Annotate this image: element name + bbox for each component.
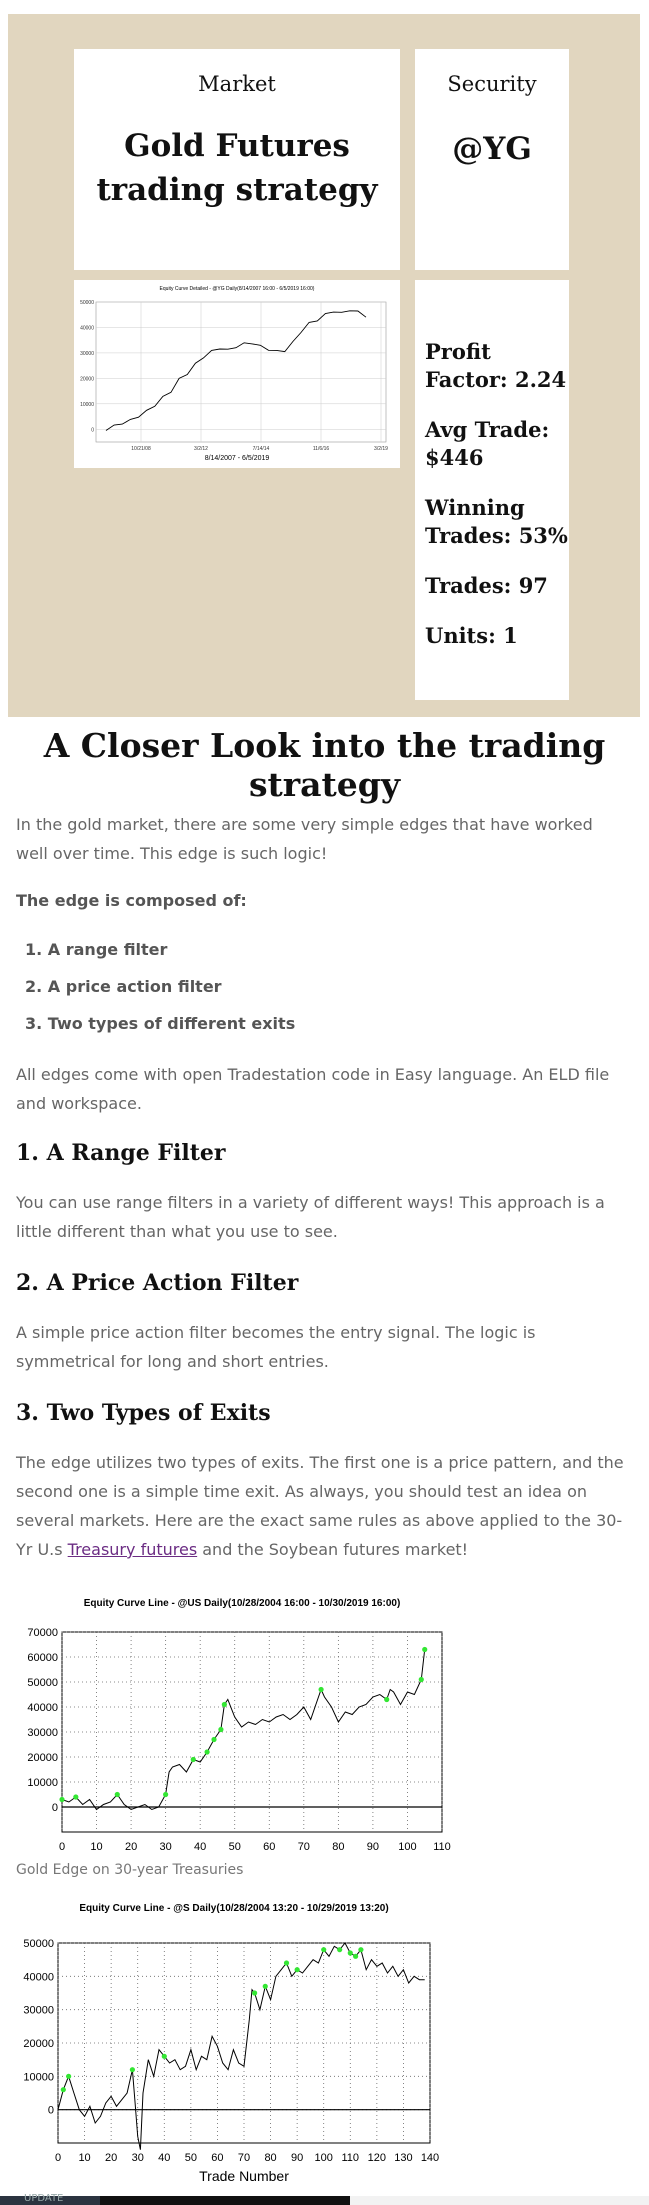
treasury-chart-caption: Gold Edge on 30-year Treasuries [16,1862,244,1878]
x-tick-label: 50 [228,1841,241,1853]
new-high-point [162,2054,167,2059]
mini-plot-area [96,302,386,442]
x-tick-label: 100 [398,1841,417,1853]
edge-item-label: A range filter [47,940,168,959]
y-tick-label: 30000 [23,2004,54,2017]
x-tick-label: 50 [184,2152,197,2164]
edge-item-1: 1. A range filter [25,940,168,959]
x-tick-label: 10 [78,2152,91,2164]
y-tick-label: 60000 [27,1652,58,1664]
treasury-futures-link[interactable]: Treasury futures [67,1540,198,1559]
exits-text-a: The edge utilizes two types of exits. The first one is a price pattern, and the second one is a simple time exit. As always, you should test an idea on several markets. Here are the exact same rules as above applied to the 30-Yr U.s [16,1453,624,1559]
mini-equity-chart [74,280,400,468]
new-high-point [422,1647,427,1652]
new-high-point [318,1687,323,1692]
x-tick-label: 0 [54,2152,62,2164]
x-tick-label: 80 [264,2152,277,2164]
new-high-point [191,1757,196,1762]
bottom-bar-label: UPDATE [24,2193,64,2204]
section-price-action-heading: 2. A Price Action Filter [16,1270,299,1296]
x-tick-label: 110 [341,2152,360,2164]
article-heading: A Closer Look into the trading strategy [43,726,606,804]
new-high-point [73,1794,78,1799]
stat-profit-factor: Profit Factor: 2.24 [425,339,567,392]
intro-text: In the gold market, there are some very simple edges that have worked well over time. This edge is such logic! [16,815,593,863]
y-tick-label: 0 [47,2104,54,2117]
chart-title: Equity Curve Line - @US Daily(10/28/2004 16:00 - 10/30/2019 16:00) [83,1598,401,1609]
y-tick-label: 10000 [23,2071,54,2084]
hero-panel [8,14,640,717]
x-tick-label: 20 [124,1841,138,1853]
market-label: Market [198,72,276,96]
new-high-point [419,1677,424,1682]
stat-avg-trade: Avg Trade: $446 [425,417,550,470]
new-high-point [61,2087,66,2092]
y-tick-label: 30000 [27,1727,58,1739]
y-tick-label: 50000 [23,1938,54,1950]
bottom-bar-middle [100,2196,350,2205]
mini-y-tick-label: 0 [91,427,94,434]
x-tick-label: 90 [366,1841,380,1853]
x-tick-label: 100 [314,2152,333,2164]
new-high-point [204,1749,209,1754]
equity-chart-card [74,280,400,468]
new-high-point [59,1797,64,1802]
security-card [415,49,569,270]
x-tick-label: 40 [158,2152,171,2164]
edge-item-label: A price action filter [47,977,222,996]
x-tick-label: 110 [433,1841,451,1853]
exits-text-b: and the Soybean futures market! [197,1540,469,1559]
y-tick-label: 0 [51,1802,58,1814]
new-high-point [295,1967,300,1972]
new-high-point [348,1950,353,1955]
new-high-point [115,1792,120,1797]
mini-y-tick-label: 30000 [80,350,94,357]
mini-y-tick-label: 10000 [80,401,94,408]
stats-card [415,280,569,700]
mini-x-tick-label: 10/21/08 [131,446,151,452]
section-exits-heading: 3. Two Types of Exits [16,1400,271,1426]
edge-item-3: 3. Two types of different exits [25,1014,296,1033]
y-tick-label: 40000 [23,1971,54,1984]
y-tick-label: 50000 [27,1677,58,1689]
mini-y-tick-label: 50000 [80,300,94,306]
market-card [74,49,400,270]
mini-y-tick-label: 20000 [80,376,94,383]
security-label: Security [447,72,537,96]
new-high-point [66,2074,71,2079]
y-tick-label: 70000 [27,1627,58,1639]
edge-item-2: 2. A price action filter [25,977,222,996]
section-exits-text [16,1448,626,1564]
y-tick-label: 10000 [27,1777,58,1789]
x-tick-label: 0 [58,1841,66,1853]
y-tick-label: 20000 [27,1752,58,1764]
mini-x-tick-label: 3/2/19 [374,446,388,452]
section-range-filter-heading: 1. A Range Filter [16,1140,226,1166]
mini-y-tick-label: 40000 [80,325,94,332]
mini-x-axis-label: 8/14/2007 - 6/5/2019 [204,455,270,462]
new-high-point [321,1947,326,1952]
soybean-equity-chart [10,1897,450,2193]
stat-trades: Trades: 97 [425,573,548,598]
x-tick-label: 70 [237,2152,251,2164]
mini-x-tick-label: 3/2/12 [194,446,208,452]
x-tick-label: 40 [194,1841,207,1853]
security-value: @YG [452,131,532,167]
y-tick-label: 40000 [27,1702,58,1714]
new-high-point [163,1792,168,1797]
x-tick-label: 60 [263,1841,276,1853]
new-high-point [353,1954,358,1959]
section-range-filter-text: You can use range filters in a variety of different ways! This approach is a little different than what you use to see. [16,1193,605,1241]
x-axis-label: Trade Number [199,2168,289,2184]
edge-item-label: Two types of different exits [47,1014,296,1033]
y-tick-label: 20000 [23,2038,54,2050]
x-tick-label: 80 [332,1841,345,1853]
x-tick-label: 60 [211,2152,224,2164]
x-tick-label: 140 [420,2152,440,2164]
new-high-point [218,1727,223,1732]
chart-title: Equity Curve Line - @S Daily(10/28/2004 13:20 - 10/29/2019 13:20) [79,1903,389,1914]
mini-x-tick-label: 11/6/16 [312,446,330,452]
new-high-point [337,1947,342,1952]
x-tick-label: 30 [131,2152,144,2164]
section-price-action-text: A simple price action filter becomes the entry signal. The logic is symmetrical for long and short entries. [16,1323,536,1371]
x-tick-label: 10 [90,1841,103,1853]
new-high-point [358,1947,363,1952]
edge-heading: The edge is composed of: [16,891,247,910]
mini-chart-title: Equity Curve Detailed - @YG Daily(8/14/2007 16:00 - 6/5/2019 16:00) [159,286,315,292]
bottom-bar [0,2193,649,2205]
x-tick-label: 120 [367,2152,387,2164]
market-value: Gold Futures trading strategy [96,128,378,208]
treasury-equity-chart [10,1592,460,1862]
bottom-bar-right [350,2196,649,2205]
new-high-point [130,2067,135,2072]
new-high-point [384,1697,389,1702]
new-high-point [263,1984,268,1989]
code-note: All edges come with open Tradestation code in Easy language. An ELD file and workspace. [16,1065,610,1113]
stat-winning-trades: Winning Trades: 53% [425,495,568,548]
new-high-point [222,1702,227,1707]
x-tick-label: 20 [105,2152,118,2164]
mini-x-tick-label: 7/14/14 [252,446,270,452]
new-high-point [252,1990,257,1995]
x-tick-label: 70 [297,1841,310,1853]
new-high-point [211,1737,216,1742]
x-tick-label: 90 [291,2152,304,2164]
x-tick-label: 30 [159,1841,172,1853]
new-high-point [284,1960,289,1965]
x-tick-label: 130 [394,2152,413,2164]
stat-units: Units: 1 [425,623,518,648]
